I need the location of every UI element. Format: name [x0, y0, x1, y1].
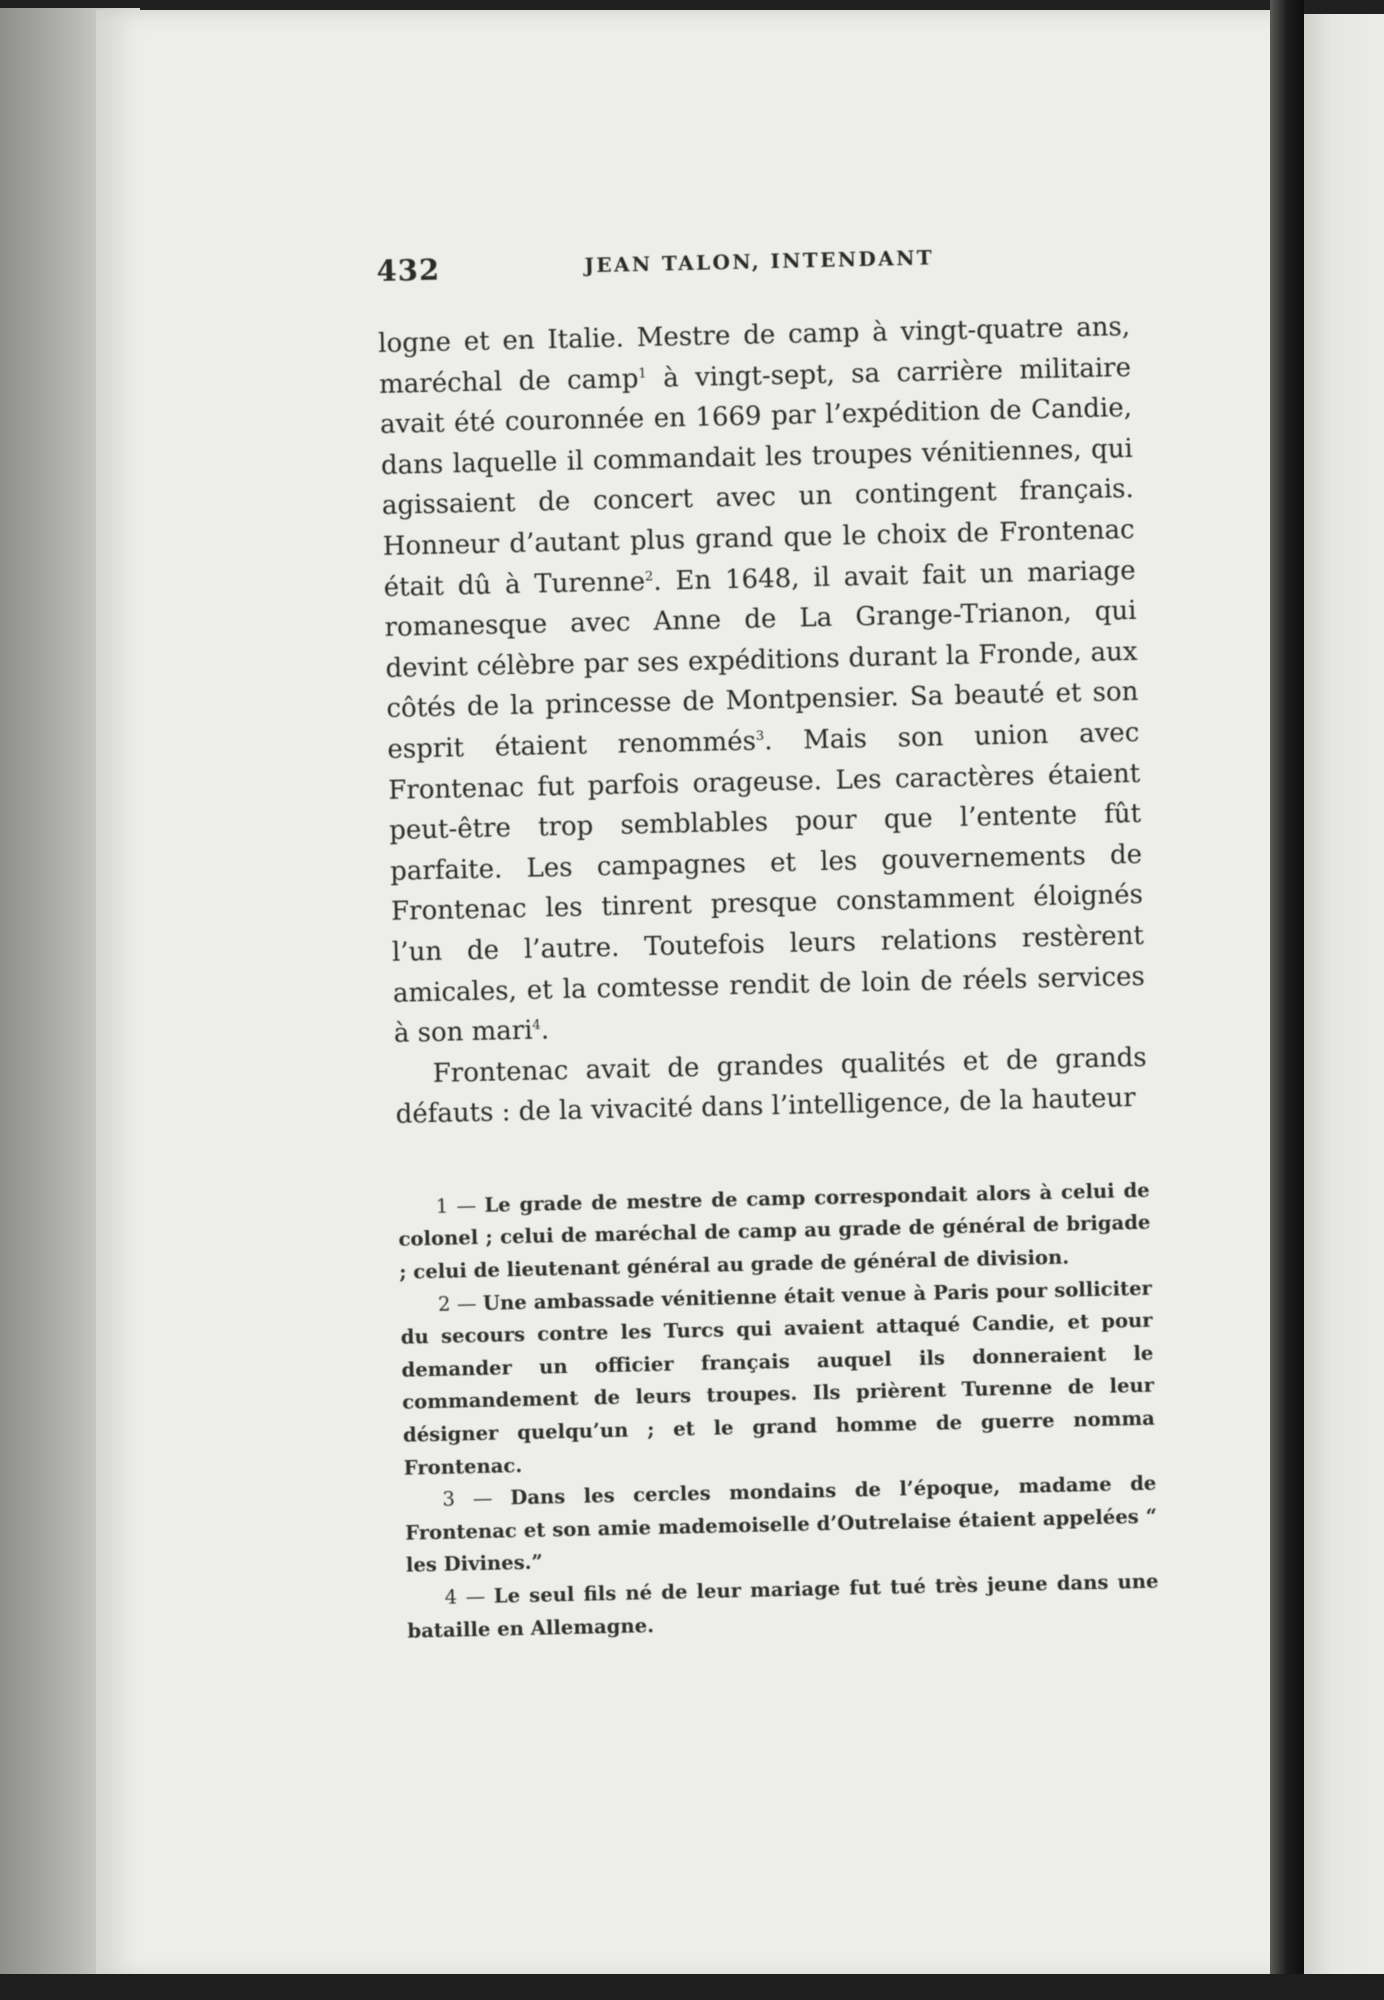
- footnote-3: [404, 1468, 1158, 1583]
- scanner-background: [0, 1974, 1384, 2000]
- running-title: JEAN TALON, INTENDANT: [584, 245, 935, 278]
- footnotes: [397, 1175, 1159, 1648]
- paragraph-1-text-d: . Mais son union avec Frontenac fut parfois orageuse. Les caractères étaient peut-être trop semblables pour que l’entente fût parfaite. Les campagnes et les gouvernements de Frontenac les tinrent presque constamment éloignés l’un de l’autre. Toutefois leurs relations restèrent amicales, et la comtesse rendit de loin de réels services à son mari: [388, 717, 1146, 1049]
- footnote-2-text: Une ambassade vénitienne était venue à Paris pour solliciter du secours contre les Turcs qui avaient attaqué Candie, et pour demander un officier français auquel ils donneraient le commandement de leurs troupes. Ils prièrent Turenne de leur désigner quelqu’un ; et le grand homme de guerre nomma Frontenac.: [400, 1276, 1156, 1480]
- footnote-4-mark: 4 —: [444, 1584, 495, 1609]
- adjacent-page-edge: [1304, 14, 1384, 1980]
- footnote-ref-2: 2: [644, 568, 654, 584]
- footnote-2-mark: 2 —: [437, 1291, 484, 1316]
- paragraph-1-text-c: . En 1648, il avait fait un mariage romanesque avec Anne de La Grange-Trianon, qui devint célèbre par ses expéditions durant la Fronde, aux côtés de la princesse de Montpensier. Sa beauté et son esprit étaient renommés: [384, 555, 1139, 765]
- page-text-block: [376, 229, 1160, 1648]
- footnote-2: [400, 1272, 1156, 1485]
- footnote-4-text: Le seul fils né de leur mariage fut tué très jeune dans une bataille en Allemagne.: [407, 1569, 1159, 1643]
- book-gutter-shadow: [1270, 0, 1304, 2000]
- paragraph-1-text-a: logne et en Italie. Mestre de camp à vingt-quatre ans, maréchal de camp: [377, 311, 1131, 400]
- footnote-1-text: Le grade de mestre de camp correspondait alors à celui de colonel ; celui de maréchal de camp au grade de général de brigade ; celui de lieutenant général au grade de général de division.: [398, 1178, 1151, 1284]
- paragraph-1: [378, 307, 1146, 1055]
- footnote-ref-3: 3: [755, 728, 765, 744]
- footnote-1: [397, 1175, 1151, 1290]
- paragraph-2: Frontenac avait de grandes qualités et de grands défauts : de la vivacité dans l’intelligence, de la hauteur: [395, 1042, 1147, 1131]
- footnote-1-mark: 1 —: [435, 1193, 485, 1218]
- paragraph-1-text-e: .: [540, 1015, 550, 1046]
- footnote-3-mark: 3 —: [442, 1486, 511, 1512]
- footnote-3-text: Dans les cercles mondains de l’époque, madame de Frontenac et son amie mademoiselle d’Outrelaise étaient appelées “ les Divines.”: [404, 1471, 1158, 1578]
- footnote-ref-4: 4: [532, 1017, 541, 1034]
- page-number: 432: [376, 252, 441, 288]
- main-text: [378, 307, 1148, 1136]
- footnote-ref-1: 1: [638, 365, 647, 382]
- paragraph-1-text-b: à vingt-sept, sa carrière militaire avait été couronnée en 1669 par l’expédition de Candie, dans laquelle il commandait les troupes vénitiennes, qui agissaient de concert avec un contingent français. Honneur d’autant plus grand que le choix de Frontenac était dû à Turenne: [379, 352, 1135, 603]
